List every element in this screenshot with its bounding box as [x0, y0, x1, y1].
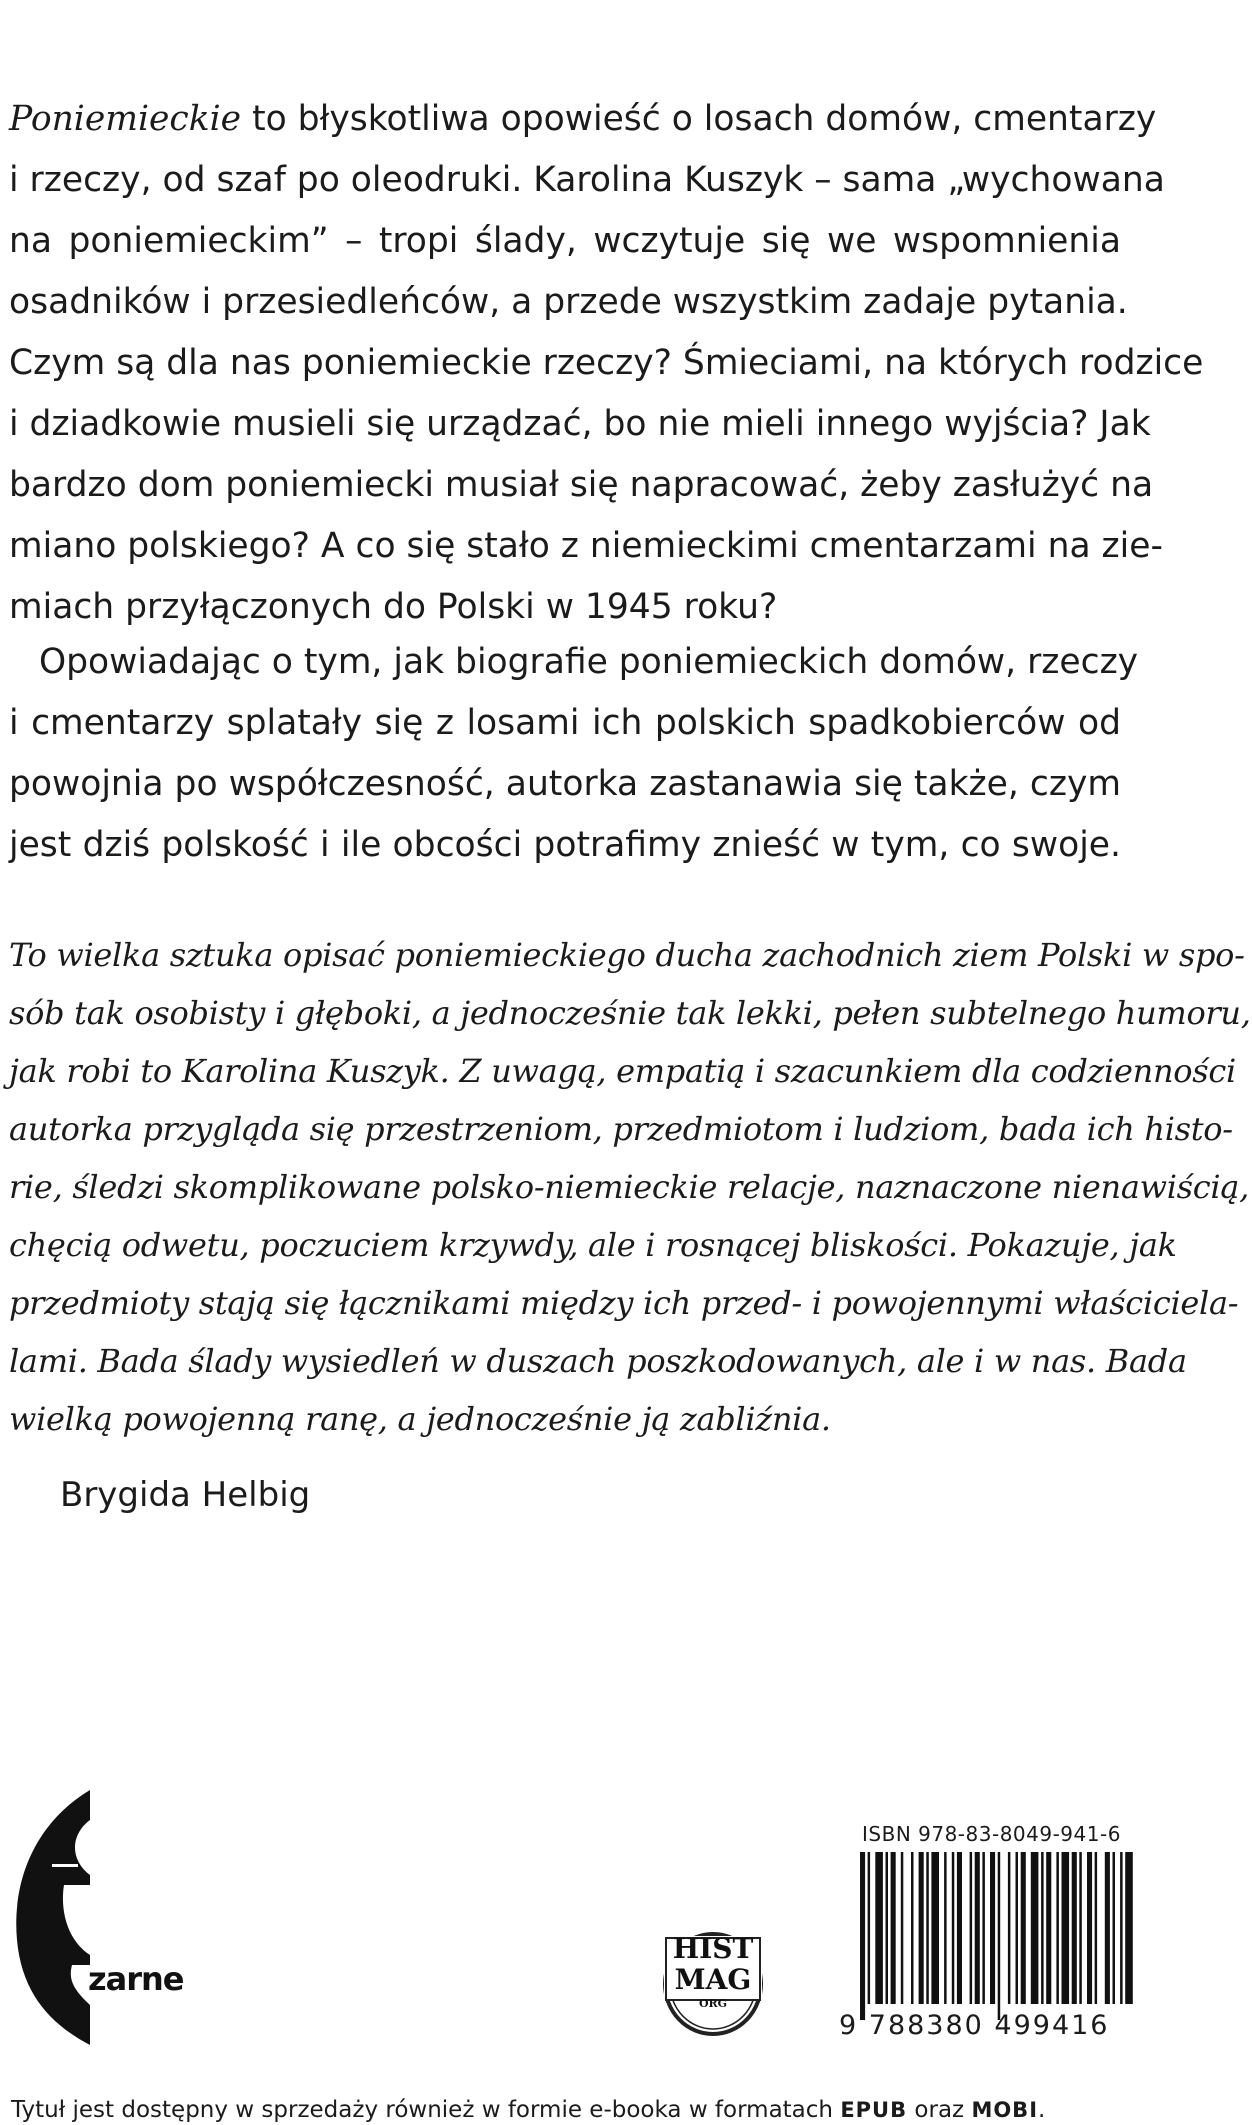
barcode-bar — [901, 1852, 904, 2004]
barcode-bar — [975, 1852, 980, 2004]
barcode-bar — [944, 1852, 947, 2004]
blurb-quote — [9, 926, 1251, 1448]
barcode-bar — [891, 1852, 896, 2004]
description-line: miach przyłączonych do Polski w 1945 roku? — [9, 587, 778, 627]
barcode-bar — [1120, 1852, 1123, 2004]
description-line: powojnia po współczesność, autorka zastanawia się także, czym — [9, 764, 1121, 804]
histmag-badge-text: HIST MAG ORG — [672, 1932, 754, 2010]
ebook-availability-note: Tytuł jest dostępny w sprzedaży również w formie e-booka w formatach EPUB oraz MOBI. — [11, 2097, 1046, 2123]
blurb-line: To wielka sztuka opisać poniemieckiego ducha zachodnich ziem Polski w spo- — [9, 936, 1245, 974]
blurb-line: chęcią odwetu, poczuciem krzywdy, ale i rosnącej bliskości. Pokazuje, jak — [9, 1226, 1177, 1264]
barcode-bar — [1095, 1852, 1098, 2004]
barcode-bar — [1072, 1852, 1077, 2004]
barcode-bar — [1021, 1852, 1026, 2004]
isbn-label: ISBN 978-83-8049-941-6 — [862, 1822, 1121, 1846]
blurb-line: autorka przygląda się przestrzeniom, przedmiotom i ludziom, bada ich histo- — [9, 1110, 1233, 1148]
barcode-bar — [868, 1852, 871, 2004]
blurb-line: wielką powojenną ranę, a jednocześnie ją zabliźnia. — [9, 1400, 831, 1438]
description-line: bardzo dom poniemiecki musiał się napracować, żeby zasłużyć na — [9, 465, 1154, 505]
barcode-bar — [1087, 1852, 1092, 2004]
barcode-bar — [926, 1852, 929, 2004]
barcode-bar — [957, 1852, 962, 2004]
barcode-bar — [1008, 1852, 1011, 2004]
barcode-bar — [1113, 1852, 1116, 2004]
format-epub: EPUB — [840, 2098, 908, 2122]
barcode-bar — [1046, 1852, 1051, 2004]
publisher-wordmark: zarne — [88, 1960, 184, 1998]
barcode-bar — [1056, 1852, 1059, 2004]
barcode-bar — [1105, 1852, 1110, 2004]
description-line: i rzeczy, od szaf po oleodruki. Karolina Kuszyk – sama „wychowana — [9, 160, 1165, 200]
blurb-line: sób tak osobisty i głęboki, a jednocześnie tak lekki, pełen subtelnego humoru, — [9, 994, 1251, 1032]
description-line: na poniemieckim” – tropi ślady, wczytuje się we wspomnienia — [9, 221, 1121, 261]
ean13-barcode-icon — [858, 1852, 1136, 2020]
barcode-bar — [1125, 1852, 1133, 2004]
barcode-bar — [952, 1852, 955, 2004]
barcode-bar — [970, 1852, 973, 2004]
barcode-bar — [860, 1852, 865, 2020]
description-line: i dziadkowie musieli się urządzać, bo nie mieli innego wyjścia? Jak — [9, 404, 1151, 444]
book-title-italic: Poniemieckie — [9, 99, 242, 139]
barcode-bar — [982, 1852, 985, 2004]
description-paragraph-1 — [9, 89, 1204, 638]
blurb-author: Brygida Helbig — [60, 1475, 311, 1515]
blurb-line: lami. Bada ślady wysiedleń w duszach poszkodowanych, ale i w nas. Bada — [9, 1342, 1187, 1380]
barcode-bar — [875, 1852, 883, 2004]
barcode-bar — [931, 1852, 939, 2004]
description-line: osadników i przesiedleńców, a przede wszystkim zadaje pytania. — [9, 282, 1128, 322]
description-line: miano polskiego? A co się stało z niemieckimi cmentarzami na zie- — [9, 526, 1163, 566]
blurb-line: przedmioty stają się łącznikami między ich przed- i powojennymi właściciela- — [9, 1284, 1239, 1322]
barcode-bar — [886, 1852, 889, 2004]
barcode-bar — [1079, 1852, 1082, 2004]
barcode-bar — [1062, 1852, 1070, 2004]
description-line: Czym są dla nas poniemieckie rzeczy? Śmieciami, na których rodzice — [9, 343, 1204, 383]
barcode-bar — [1041, 1852, 1044, 2004]
czarne-crescent-logo-icon — [12, 1790, 197, 2045]
barcode-bar — [1031, 1852, 1039, 2004]
description-line: Poniemieckie to błyskotliwa opowieść o losach domów, cmentarzy — [9, 99, 1157, 139]
description-line: Opowiadając o tym, jak biografie poniemieckich domów, rzeczy — [39, 642, 1139, 682]
barcode-bar — [998, 1852, 1001, 2020]
barcode-bar — [911, 1852, 914, 2004]
description-line: jest dziś polskość i ile obcości potrafimy znieść w tym, co swoje. — [9, 825, 1121, 865]
format-mobi: MOBI — [971, 2098, 1039, 2122]
barcode-bar — [1016, 1852, 1019, 2004]
barcode-bar — [990, 1852, 995, 2004]
description-paragraph-2 — [9, 632, 1139, 876]
blurb-line: jak robi to Karolina Kuszyk. Z uwagą, empatią i szacunkiem dla codzienności — [9, 1052, 1236, 1090]
barcode-digits: 9 788380 499416 — [839, 2010, 1110, 2041]
description-line: i cmentarzy splatały się z losami ich polskich spadkobierców od — [9, 703, 1121, 743]
barcode-bar — [919, 1852, 924, 2004]
blurb-line: rie, śledzi skomplikowane polsko-niemieckie relacje, naznaczone nienawiścią, — [9, 1168, 1249, 1206]
